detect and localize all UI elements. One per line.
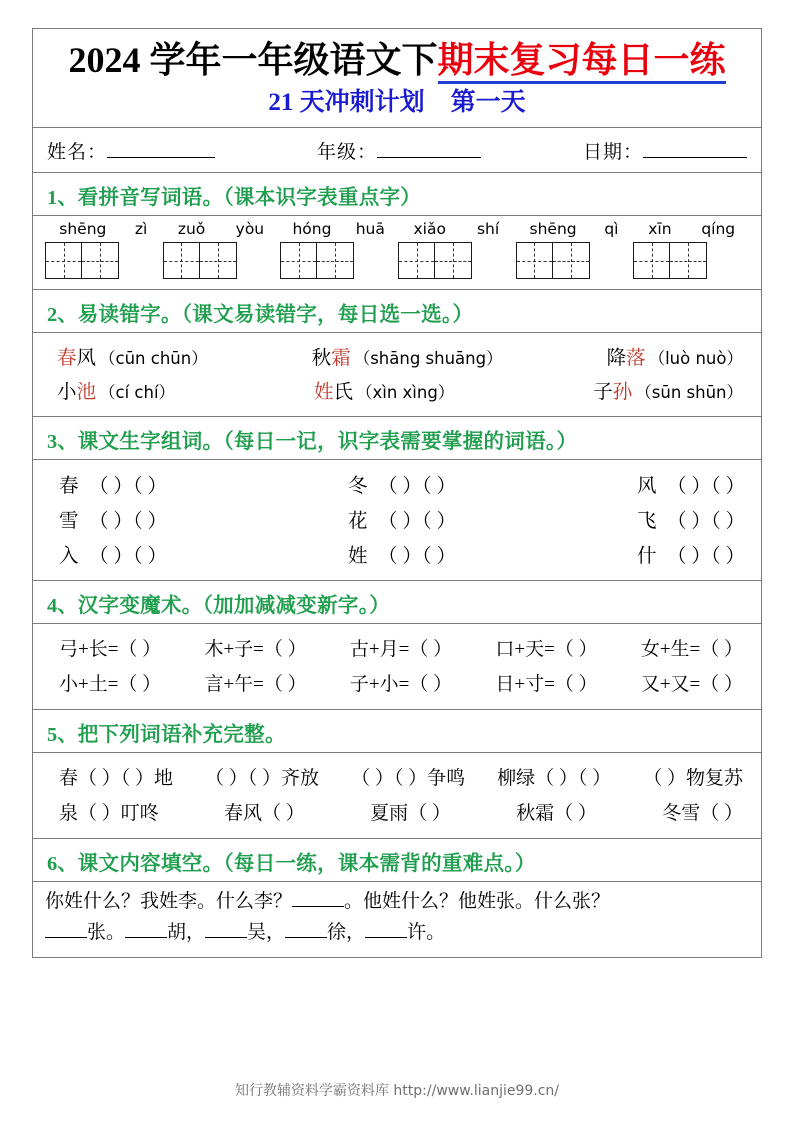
pinyin-syllable: qì (604, 220, 619, 239)
misread-item[interactable] (593, 376, 743, 404)
word-prefix: 子 (593, 382, 613, 404)
section-1-title: 看拼音写词语。 (77, 187, 224, 210)
charmagic-row (47, 665, 749, 700)
spacer (167, 470, 348, 498)
name-field-group (47, 137, 215, 164)
section-6-note: （每日一练，课本需背的重难点。） (223, 853, 536, 876)
subtitle (39, 88, 755, 118)
tianzige-cell[interactable] (553, 242, 590, 279)
misread-item[interactable] (57, 376, 175, 404)
charmagic-item[interactable]: 古+月=（ ） (349, 639, 453, 661)
word-pinyin-options: （cūn chūn） (99, 349, 208, 369)
tianzige-cell[interactable] (516, 242, 553, 279)
section-4-title: 汉字变魔术。 (77, 595, 203, 618)
cloze-blank[interactable] (365, 937, 407, 938)
idiom-item[interactable]: 夏雨（ ） (370, 803, 451, 825)
misread-item[interactable] (314, 376, 454, 404)
pinyin-syllable: shēng (529, 220, 577, 239)
newword-item[interactable] (59, 540, 167, 568)
student-info-row (33, 128, 761, 173)
cloze-text-a: 你姓什么？我姓李。什么李？ (45, 891, 293, 913)
character: 冬 (348, 475, 368, 497)
cloze-line-2 (45, 918, 753, 949)
section-1-body (33, 216, 761, 290)
grade-label: 年级： (316, 142, 377, 164)
title-black-part: 2024 学年一年级语文下 (68, 40, 438, 80)
answer-parens[interactable]: （ ）（ ） (89, 545, 168, 567)
tianzige-cell[interactable] (82, 242, 119, 279)
charmagic-item[interactable]: 弓+长=（ ） (59, 639, 162, 661)
idiom-item[interactable]: 秋霜（ ） (516, 803, 597, 825)
section-4-note: （加加减减变新字。） (202, 595, 391, 618)
tianzige-group (280, 242, 397, 279)
pinyin-syllable: hóng (292, 220, 332, 239)
word-highlight: 池 (76, 382, 97, 404)
word-prefix: 秋 (311, 348, 332, 370)
cloze-line-1 (45, 887, 753, 918)
newword-item[interactable] (348, 470, 456, 498)
pinyin-syllable: xīn (648, 220, 672, 239)
word-pinyin-options: （xìn xìng） (355, 383, 455, 403)
section-4-body (33, 624, 761, 710)
date-input-blank[interactable] (643, 157, 747, 158)
footer-watermark: 知行教辅资料学霸资料库 http://www.lianjie99.cn/ (234, 1083, 560, 1099)
character: 花 (348, 510, 368, 532)
section-1-heading (33, 173, 761, 216)
cloze-blank[interactable] (45, 937, 87, 938)
section-6-body (33, 882, 761, 958)
cloze-part: 吴， (247, 922, 286, 944)
charmagic-item[interactable]: 小+土=（ ） (59, 674, 162, 696)
word-prefix: 降 (606, 348, 627, 370)
misread-row (47, 373, 749, 407)
section-6-title: 课文内容填空。 (77, 853, 224, 876)
word-highlight: 落 (626, 348, 646, 370)
tianzige-group (45, 242, 162, 279)
pinyin-syllable: qíng (701, 220, 736, 239)
tianzige-cell[interactable] (633, 242, 670, 279)
character: 雪 (59, 510, 79, 532)
tianzige-group (163, 242, 280, 279)
idiom-row (47, 759, 749, 794)
section-2-body (33, 333, 761, 417)
tianzige-cell[interactable] (398, 242, 435, 279)
date-label: 日期： (582, 142, 643, 164)
word-pinyin-options: （luò nuò） (648, 349, 743, 369)
misread-item[interactable] (57, 342, 208, 370)
pinyin-syllable: shí (476, 220, 500, 239)
charmagic-item[interactable]: 又+又=（ ） (640, 674, 743, 696)
idiom-item[interactable]: （ ）（ ）争鸣 (351, 768, 466, 790)
newword-item[interactable] (637, 470, 745, 498)
idiom-item[interactable]: 冬雪（ ） (662, 803, 743, 825)
tianzige-group (398, 242, 515, 279)
word-suffix: 氏 (333, 382, 353, 404)
cloze-part: 胡， (167, 922, 206, 944)
tianzige-cell[interactable] (280, 242, 317, 279)
charmagic-item[interactable]: 日+寸=（ ） (495, 674, 598, 696)
cloze-part: 张。 (87, 922, 126, 944)
misread-item[interactable] (312, 342, 503, 370)
word-pinyin-options: （shāng shuāng） (353, 349, 503, 369)
answer-parens[interactable]: （ ）（ ） (667, 545, 746, 567)
character: 姓 (348, 545, 368, 567)
newword-item[interactable] (348, 505, 456, 533)
pinyin-syllable: xiǎo (413, 220, 446, 239)
cloze-blank[interactable] (125, 937, 167, 938)
tianzige-cell[interactable] (670, 242, 707, 279)
section-1-note: （课本识字表重点字） (223, 187, 422, 210)
charmagic-item[interactable]: 女+生=（ ） (640, 639, 743, 661)
idiom-item[interactable]: （ ）物复苏 (643, 768, 743, 790)
section-5-body (33, 753, 761, 839)
pinyin-group (45, 220, 162, 238)
title-block (33, 29, 761, 128)
answer-parens[interactable]: （ ）（ ） (667, 510, 746, 532)
character: 春 (59, 475, 79, 497)
character: 什 (637, 545, 657, 567)
spacer (456, 470, 637, 498)
pinyin-syllable: shēng (59, 220, 107, 239)
spacer (456, 540, 637, 568)
subtitle-plan: 21 天冲刺计划 (268, 89, 425, 117)
tianzige-cell[interactable] (200, 242, 237, 279)
newword-item[interactable] (59, 505, 167, 533)
idiom-item[interactable]: （ ）（ ）齐放 (205, 768, 320, 790)
section-5-heading (33, 710, 761, 753)
charmagic-item[interactable]: 言+午=（ ） (204, 674, 307, 696)
cloze-blank[interactable] (292, 906, 344, 907)
section-6-number: 6、 (47, 853, 78, 876)
grade-field-group (317, 137, 481, 164)
character: 入 (59, 545, 79, 567)
newword-row (47, 501, 749, 536)
cloze-part: 许。 (407, 922, 446, 944)
charmagic-item[interactable]: 口+天=（ ） (495, 639, 598, 661)
tianzige-cell[interactable] (317, 242, 354, 279)
spacer (167, 505, 348, 533)
charmagic-item[interactable]: 木+子=（ ） (204, 639, 307, 661)
section-2-title: 易读错字。 (77, 304, 182, 327)
answer-parens[interactable]: （ ）（ ） (89, 475, 168, 497)
charmagic-item[interactable]: 子+小=（ ） (349, 674, 453, 696)
cloze-text-b: 。他姓什么？他姓张。什么张？ (344, 891, 611, 913)
pinyin-group (633, 220, 750, 238)
cloze-part: 徐， (327, 922, 366, 944)
newword-item[interactable] (637, 505, 745, 533)
section-3-body (33, 460, 761, 581)
tianzige-cell[interactable] (163, 242, 200, 279)
pinyin-group (516, 220, 633, 238)
idiom-item[interactable]: 春风（ ） (224, 803, 305, 825)
name-input-blank[interactable] (107, 157, 215, 158)
newword-row (47, 466, 749, 501)
section-3-note: （每日一记，识字表需要掌握的词语。） (223, 431, 578, 454)
date-field-group (583, 137, 747, 164)
section-3-heading (33, 417, 761, 460)
word-pinyin-options: （cí chí） (99, 383, 176, 403)
cloze-blank[interactable] (285, 937, 327, 938)
answer-parens[interactable]: （ ）（ ） (378, 475, 457, 497)
section-2-note: （课文易读错字，每日选一选。） (181, 304, 474, 327)
newword-item[interactable] (637, 540, 745, 568)
title-red-part: 期末复习每日一练 (438, 40, 726, 84)
word-highlight: 姓 (313, 382, 334, 404)
charmagic-row (47, 630, 749, 665)
spacer (167, 540, 348, 568)
worksheet-table (32, 28, 762, 958)
pinyin-syllable: zuǒ (177, 220, 206, 239)
pinyin-group (163, 220, 280, 238)
tianzige-group (516, 242, 633, 279)
word-highlight: 霜 (331, 348, 351, 370)
tianzige-group (633, 242, 750, 279)
character: 风 (637, 475, 657, 497)
misread-row (47, 339, 749, 373)
character: 飞 (637, 510, 657, 532)
pinyin-syllable: yòu (235, 220, 265, 239)
section-4-number: 4、 (47, 595, 78, 618)
misread-item[interactable] (607, 342, 743, 370)
tianzige-row (45, 242, 751, 279)
idiom-item[interactable]: 泉（ ）叮咚 (59, 803, 159, 825)
name-label: 姓名： (47, 142, 108, 164)
word-prefix: 小 (57, 382, 77, 404)
section-1-number: 1、 (47, 187, 78, 210)
word-pinyin-options: （sūn shūn） (635, 383, 743, 403)
pinyin-group (280, 220, 397, 238)
answer-parens[interactable]: （ ）（ ） (89, 510, 168, 532)
answer-parens[interactable]: （ ）（ ） (378, 545, 457, 567)
main-title (39, 39, 755, 81)
section-2-number: 2、 (47, 304, 78, 327)
newword-item[interactable] (348, 540, 456, 568)
section-3-title: 课文生字组词。 (77, 431, 224, 454)
idiom-item[interactable]: 春（ ）（ ）地 (59, 768, 174, 790)
pinyin-group (398, 220, 515, 238)
word-highlight: 孙 (612, 382, 633, 404)
word-suffix: 风 (76, 348, 97, 370)
newword-row (47, 536, 749, 571)
answer-parens[interactable]: （ ）（ ） (667, 475, 746, 497)
answer-parens[interactable]: （ ）（ ） (378, 510, 457, 532)
section-3-number: 3、 (47, 431, 78, 454)
newword-item[interactable] (59, 470, 167, 498)
pinyin-syllable: huā (355, 220, 385, 239)
cloze-blank[interactable] (205, 937, 247, 938)
section-5-title: 把下列词语补充完整。 (77, 724, 286, 747)
idiom-row (47, 794, 749, 829)
section-6-heading (33, 839, 761, 882)
spacer (456, 505, 637, 533)
grade-input-blank[interactable] (377, 157, 481, 158)
tianzige-cell[interactable] (45, 242, 82, 279)
pinyin-syllable: zì (134, 220, 148, 239)
idiom-item[interactable]: 柳绿（ ）（ ） (497, 768, 612, 790)
pinyin-row (45, 220, 751, 238)
subtitle-day: 第一天 (450, 89, 526, 117)
section-5-number: 5、 (47, 724, 78, 747)
word-highlight: 春 (57, 348, 77, 370)
tianzige-cell[interactable] (435, 242, 472, 279)
section-2-heading (33, 290, 761, 333)
section-4-heading (33, 581, 761, 624)
